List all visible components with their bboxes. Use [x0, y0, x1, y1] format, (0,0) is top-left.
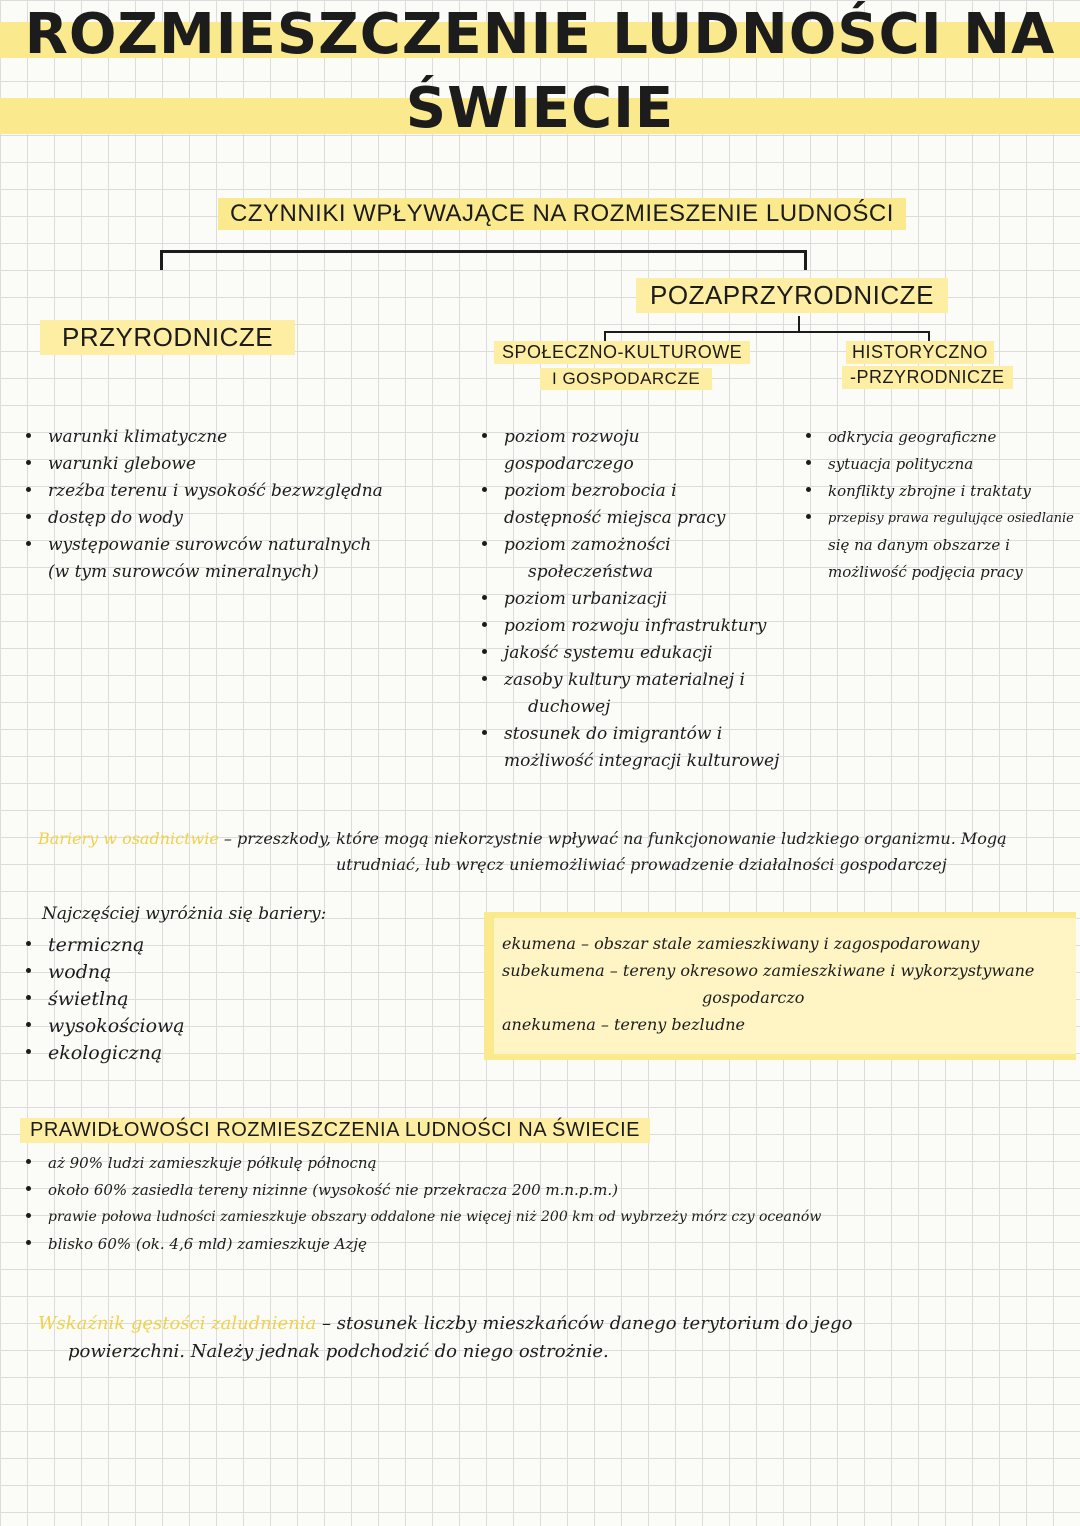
list-item: sytuacja polityczna — [806, 451, 1074, 478]
list-item: prawie połowa ludności zamieszkuje obszary oddalone nie więcej niż 200 km od wybrzeży mórz czy oceanów — [26, 1204, 821, 1231]
list-item: gospodarczego — [504, 454, 634, 474]
social-list — [482, 424, 779, 775]
list-item: przepisy prawa regulujące osiedlanie — [806, 505, 1074, 532]
natural-list — [26, 424, 383, 586]
list-item: poziom bezrobocia i — [482, 478, 779, 505]
barriers-term: Bariery w osadnictwie — [38, 829, 219, 848]
patterns-list — [26, 1150, 821, 1258]
factors-heading: CZYNNIKI WPŁYWAJĄCE NA ROZMIESZENIE LUDNOŚCI — [218, 198, 906, 230]
page-title-line2: ŚWIECIE — [405, 76, 675, 141]
subtree-line-stem — [798, 316, 800, 332]
list-item: blisko 60% (ok. 4,6 mld) zamieszkuje Azję — [26, 1231, 821, 1258]
historical-heading-line2: -PRZYRODNICZE — [842, 366, 1013, 389]
density-definition-line1: – stosunek liczby mieszkańców danego terytorium do jego — [322, 1313, 853, 1334]
barriers-definition-line2: utrudniać, lub wręcz uniemożliwiać prowadzenie działalności gospodarczej — [336, 855, 947, 874]
subecumene-line-cont: gospodarczo — [702, 988, 805, 1007]
tree-line-right — [804, 250, 807, 270]
list-item: konflikty zbrojne i traktaty — [806, 478, 1074, 505]
list-item: (w tym surowców mineralnych) — [48, 562, 319, 582]
barriers-intro: Najczęściej wyróżnia się bariery: — [42, 904, 327, 924]
list-item: ekologiczną — [26, 1040, 185, 1067]
list-item: wysokościową — [26, 1013, 185, 1040]
list-item: duchowej — [528, 697, 611, 717]
barriers-definition — [38, 826, 1007, 852]
tree-line-left — [160, 250, 163, 270]
density-definition — [38, 1310, 852, 1338]
density-definition-line2: powierzchni. Należy jednak podchodzić do niego ostrożnie. — [68, 1341, 609, 1362]
social-heading-line2: I GOSPODARCZE — [540, 368, 712, 390]
list-item: świetlną — [26, 986, 185, 1013]
tree-line-top — [160, 250, 806, 253]
list-item: poziom urbanizacji — [482, 586, 779, 613]
list-item: warunki klimatyczne — [26, 424, 383, 451]
list-item: poziom rozwoju — [482, 424, 779, 451]
list-item: zasoby kultury materialnej i — [482, 667, 779, 694]
barriers-list — [26, 932, 185, 1067]
list-item: możliwość podjęcia pracy — [828, 563, 1023, 581]
list-item: warunki glebowe — [26, 451, 383, 478]
patterns-heading: PRAWIDŁOWOŚCI ROZMIESZCZENIA LUDNOŚCI NA ŚWIECIE — [20, 1118, 650, 1143]
list-item: aż 90% ludzi zamieszkuje półkulę północną — [26, 1150, 821, 1177]
anecumene-line: anekumena – tereny bezludne — [502, 1015, 745, 1034]
natural-heading: PRZYRODNICZE — [40, 320, 295, 355]
list-item: poziom rozwoju infrastruktury — [482, 613, 779, 640]
list-item: termiczną — [26, 932, 185, 959]
subtree-line-top — [604, 331, 930, 333]
list-item: około 60% zasiedla tereny nizinne (wysokość nie przekracza 200 m.n.p.m.) — [26, 1177, 821, 1204]
barriers-definition-line1: – przeszkody, które mogą niekorzystnie wpływać na funkcjonowanie ludzkiego organizmu. Mogą — [223, 829, 1007, 848]
list-item: odkrycia geograficzne — [806, 424, 1074, 451]
social-heading-line1: SPOŁECZNO-KULTUROWE — [494, 341, 750, 364]
ecumene-line: ekumena – obszar stale zamieszkiwany i zagospodarowany — [502, 934, 980, 953]
historical-list — [806, 424, 1074, 586]
list-item: wodną — [26, 959, 185, 986]
historical-heading-line1: HISTORYCZNO — [846, 341, 994, 364]
list-item: się na danym obszarze i — [828, 536, 1010, 554]
list-item: dostępność miejsca pracy — [504, 508, 726, 528]
list-item: możliwość integracji kulturowej — [504, 751, 780, 771]
list-item: rzeźba terenu i wysokość bezwzględna — [26, 478, 383, 505]
list-item: występowanie surowców naturalnych — [26, 532, 383, 559]
page-title-line1: ROZMIESZCZENIE LUDNOŚCI NA — [24, 2, 1056, 67]
list-item: społeczeństwa — [528, 562, 654, 582]
list-item: jakość systemu edukacji — [482, 640, 779, 667]
list-item: stosunek do imigrantów i — [482, 721, 779, 748]
subecumene-line: subekumena – tereny okresowo zamieszkiwane i wykorzystywane — [502, 961, 1035, 980]
non-natural-heading: POZAPRZYRODNICZE — [636, 278, 948, 313]
density-term: Wskaźnik gęstości zaludnienia — [38, 1313, 317, 1334]
list-item: poziom zamożności — [482, 532, 779, 559]
list-item: dostęp do wody — [26, 505, 383, 532]
ecumene-definitions — [502, 930, 1034, 1038]
